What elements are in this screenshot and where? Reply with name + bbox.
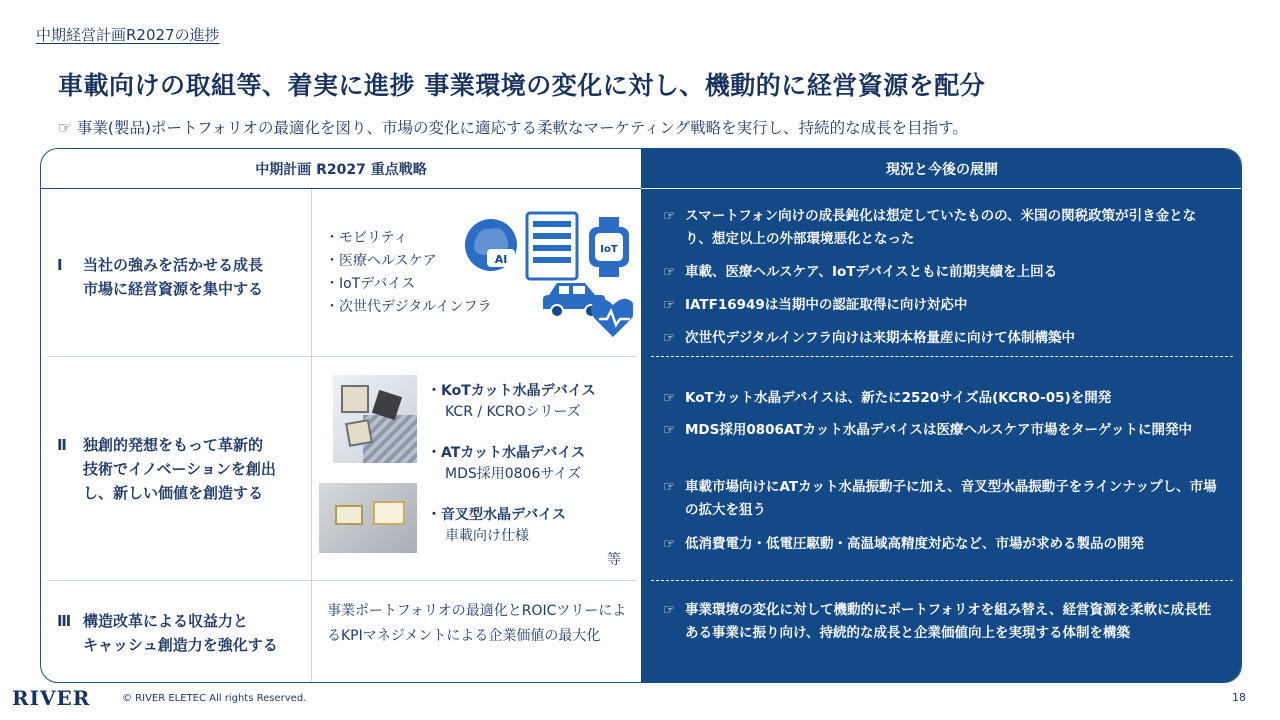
list-item: ・次世代デジタルインフラ [325, 299, 492, 315]
product-1 [427, 381, 596, 423]
product-2-name: ・ATカット水晶デバイス [427, 445, 586, 461]
pointing-hand-icon: ☞ [663, 208, 676, 224]
page-number: 18 [1232, 691, 1246, 704]
list-item: ・医療ヘルスケア [325, 253, 437, 269]
list-item: ☞ 車載市場向けにATカット水晶振動子に加え、音叉型水晶振動子をラインナップし、市場の拡大を狙う [663, 476, 1223, 522]
list-item: ・IoTデバイス [325, 276, 416, 292]
river-logo: RIVER [12, 686, 91, 710]
pointing-hand-icon: ☞ [663, 390, 676, 406]
strategy-1-line-1: 当社の強みを活かせる成長 [83, 256, 264, 274]
product-3-sub: 車載向け仕様 [445, 528, 529, 544]
right-column [641, 149, 1242, 682]
product-1-name: ・KoTカット水晶デバイス [427, 383, 596, 399]
right-header: 現況と今後の展開 [641, 149, 1242, 189]
strategy-1 [57, 253, 263, 301]
etc-label: 等 [607, 552, 621, 568]
pointing-hand-icon: ☞ [663, 330, 676, 346]
strategy-2 [57, 433, 276, 505]
heart-pulse-icon [591, 299, 633, 337]
pointing-hand-icon: ☞ [663, 479, 676, 495]
row-divider-2 [47, 580, 637, 581]
page-subtitle: ☞ 事業(製品)ポートフォリオの最適化を図り、市場の変化に適応する柔軟なマーケティング戦略を実行し、持続的な成長を目指す。 [58, 119, 968, 137]
pointing-hand-icon: ☞ [663, 264, 676, 280]
list-item: ☞ 次世代デジタルインフラ向けは来期本格量産に向けて体制構築中 [663, 327, 1223, 350]
left-header: 中期計画 R2027 重点戦略 [41, 149, 641, 189]
strategy-table [40, 148, 1242, 683]
kot-device-photo [333, 375, 417, 463]
strategy-1-number: Ⅰ [57, 256, 63, 274]
strategy-2-line-2: 技術でイノベーションを創出 [83, 460, 276, 478]
row-divider-1 [47, 356, 637, 357]
pointing-hand-icon: ☞ [663, 297, 676, 313]
breadcrumb: 中期経営計画R2027の進捗 [36, 26, 220, 44]
list-item: ☞ 事業環境の変化に対して機動的にポートフォリオを組み替え、経営資源を柔軟に成長性ある事業に振り向け、持続的な成長と企業価値向上を実現する体制を構築 [663, 599, 1223, 645]
list-item: ☞ MDS採用0806ATカット水晶デバイスは医療ヘルスケア市場をターゲットに開発中 [663, 419, 1223, 442]
left-column [41, 149, 641, 682]
strategy-3-number: Ⅲ [57, 612, 72, 630]
strategy-3 [57, 609, 278, 657]
list-item: ☞ スマートフォン向けの成長鈍化は想定していたものの、米国の関税政策が引き金となり、想定以上の外部環境悪化となった [663, 205, 1223, 251]
strategy-3-description: 事業ポートフォリオの最適化とROICツリーによるKPIマネジメントによる企業価値の最大化 [327, 603, 627, 644]
list-item: ☞ 車載、医療ヘルスケア、IoTデバイスともに前期実績を上回る [663, 261, 1223, 284]
market-icons [461, 207, 633, 343]
strategy-3-line-1: 構造改革による収益力と [83, 612, 249, 630]
pointing-hand-icon: ☞ [663, 602, 676, 618]
pointing-hand-icon: ☞ [663, 422, 676, 438]
iot-icon-label: IoT [600, 244, 618, 255]
page-title: 車載向けの取組等、着実に進捗 事業環境の変化に対し、機動的に経営資源を配分 [58, 71, 986, 100]
strategy-2-line-1: 独創的発想をもって革新的 [83, 436, 264, 454]
product-3-name: ・音叉型水晶デバイス [427, 507, 567, 523]
copyright: © RIVER ELETEC All rights Reserved. [122, 693, 307, 704]
strategy-3-line-2: キャッシュ創造力を強化する [83, 636, 278, 654]
ai-icon-label: AI [494, 253, 508, 266]
pointing-hand-icon: ☞ [663, 536, 676, 552]
right-row-divider-2 [651, 580, 1233, 581]
product-2-sub: MDS採用0806サイズ [445, 466, 582, 482]
ai-brain-icon [465, 219, 517, 271]
list-item: ・モビリティ [325, 230, 408, 246]
product-3 [427, 505, 566, 547]
right-row-divider-1 [651, 356, 1233, 357]
column-divider [311, 189, 312, 683]
list-item: ☞ 低消費電力・低電圧駆動・高温域高精度対応など、市場が求める製品の開発 [663, 533, 1223, 556]
tuning-fork-device-photo [319, 483, 417, 553]
strategy-2-number: Ⅱ [57, 436, 67, 454]
strategy-1-line-2: 市場に経営資源を集中する [83, 280, 264, 298]
product-1-sub: KCR / KCROシリーズ [445, 404, 581, 420]
list-item: ☞ IATF16949は当期中の認証取得に向け対応中 [663, 294, 1223, 317]
iot-watch-icon [589, 217, 629, 277]
list-item: ☞ KoTカット水晶デバイスは、新たに2520サイズ品(KCRO-05)を開発 [663, 387, 1223, 410]
strategy-2-line-3: し、新しい価値を創造する [83, 484, 264, 502]
product-2 [427, 443, 585, 485]
server-rack-icon [527, 213, 577, 279]
